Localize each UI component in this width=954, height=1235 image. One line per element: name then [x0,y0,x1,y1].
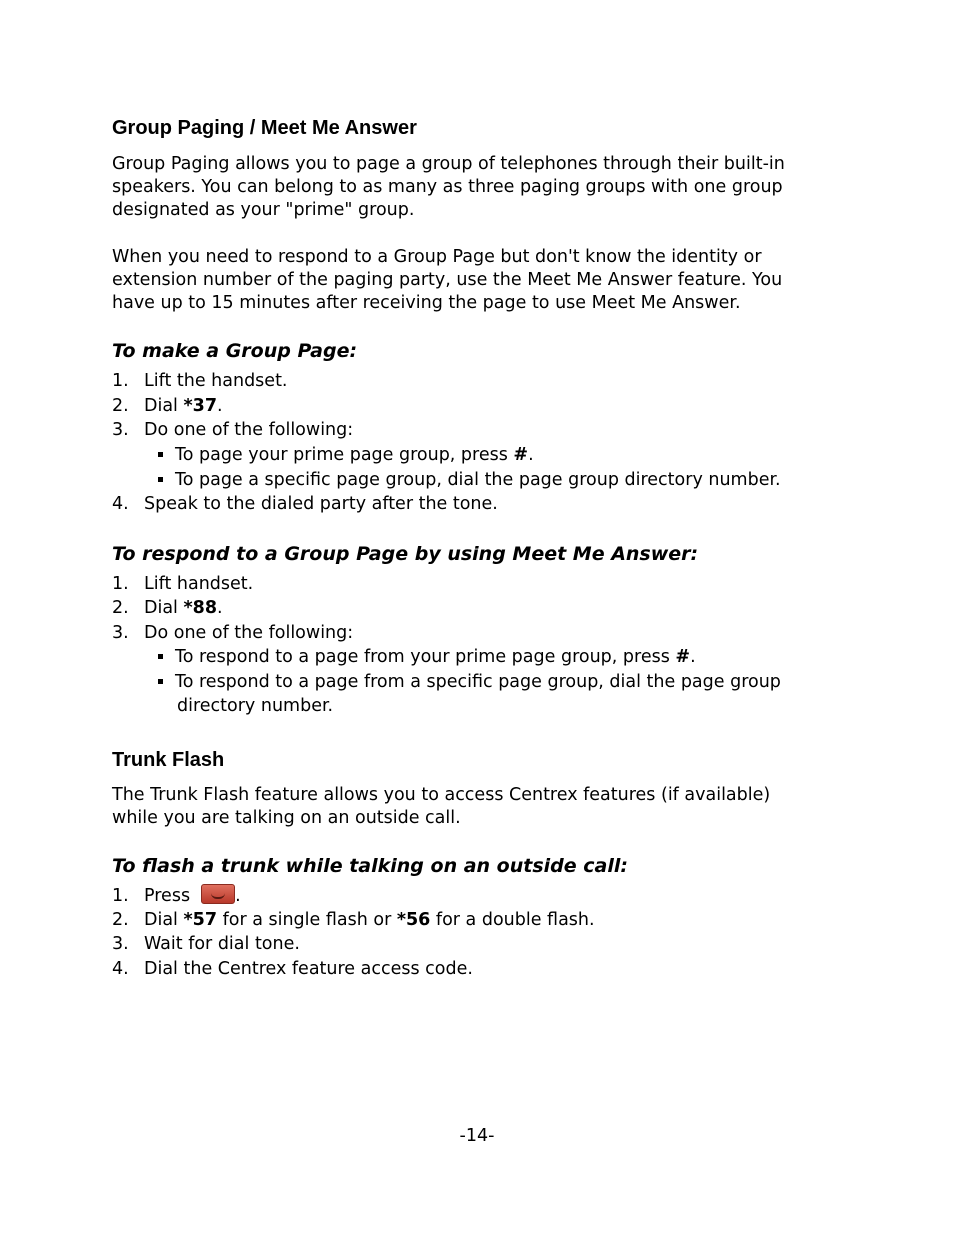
text-line: while you are talking on an outside call. [112,808,461,828]
text-line: designated as your "prime" group. [112,200,415,220]
bullet-text: To page a specific page group, dial the page group directory number. [175,470,781,490]
text-line: speakers. You can belong to as many as three paging groups with one group [112,177,783,197]
step-number: 1. [112,574,129,594]
meet-me-intro [112,246,782,315]
list-item [112,908,595,932]
step-number: 4. [112,494,129,514]
meet-me-answer-title: To respond to a Group Page by using Meet Me Answer: [112,543,699,565]
bullet-text: . [690,647,696,667]
list-item [112,621,353,645]
step-text: . [235,886,241,906]
text-line: Group Paging allows you to page a group of telephones through their built-in [112,154,785,174]
text-line: The Trunk Flash feature allows you to access Centrex features (if available) [112,785,771,805]
step-text: Dial [144,598,184,618]
flash-key-icon [201,884,235,904]
make-group-page-title: To make a Group Page: [112,340,358,362]
bullet-icon [158,452,163,457]
step-text: . [217,598,223,618]
text-line: When you need to respond to a Group Page but don't know the identity or [112,247,762,267]
step-number: 2. [112,396,129,416]
text-line: extension number of the paging party, use the Meet Me Answer feature. You [112,270,783,290]
step-text: Speak to the dialed party after the tone. [144,494,498,514]
step-text: Wait for dial tone. [144,934,300,954]
step-number: 1. [112,886,129,906]
feature-code: *37 [183,396,218,416]
step-number: 2. [112,598,129,618]
step-text: for a single flash or [217,910,397,930]
section-heading-group-paging: Group Paging / Meet Me Answer [112,117,417,139]
list-item [112,884,241,908]
list-item [112,369,288,393]
feature-code: # [675,647,691,667]
step-number: 1. [112,371,129,391]
feature-code: # [513,445,529,465]
step-number: 3. [112,623,129,643]
step-text: . [217,396,223,416]
list-item [158,443,534,467]
feature-code: *56 [396,910,431,930]
step-number: 3. [112,934,129,954]
group-paging-intro [112,153,785,222]
list-item [112,932,300,956]
step-text: Dial [144,396,184,416]
step-number: 4. [112,959,129,979]
bullet-text: To respond to a page from your prime page group, press [175,647,676,667]
page-number: -14- [459,1126,495,1146]
list-item [112,492,498,516]
handset-mark [211,892,225,899]
step-text: for a double flash. [430,910,595,930]
bullet-icon [158,679,163,684]
step-text: Do one of the following: [144,420,354,440]
bullet-text: To page your prime page group, press [175,445,514,465]
feature-code: *57 [183,910,218,930]
step-text: Do one of the following: [144,623,354,643]
trunk-flash-intro [112,784,770,830]
feature-code: *88 [183,598,218,618]
bullet-text: . [528,445,534,465]
list-item [112,394,223,418]
section-heading-trunk-flash: Trunk Flash [112,749,225,771]
text-line: have up to 15 minutes after receiving the page to use Meet Me Answer. [112,293,741,313]
step-text: Dial [144,910,184,930]
bullet-icon [158,477,163,482]
step-text: Lift handset. [144,574,254,594]
step-text: Dial the Centrex feature access code. [144,959,473,979]
list-item [158,468,781,492]
step-number: 2. [112,910,129,930]
list-item [112,572,253,596]
list-item [158,670,781,718]
list-item [112,596,223,620]
list-item [112,418,353,442]
bullet-text: directory number. [177,696,334,716]
step-number: 3. [112,420,129,440]
bullet-icon [158,654,163,659]
step-text: Lift the handset. [144,371,288,391]
bullet-text: To respond to a page from a specific page group, dial the page group [175,672,781,692]
step-text: Press [144,886,191,906]
flash-trunk-title: To flash a trunk while talking on an outside call: [112,855,628,877]
list-item [112,957,473,981]
list-item [158,645,696,669]
